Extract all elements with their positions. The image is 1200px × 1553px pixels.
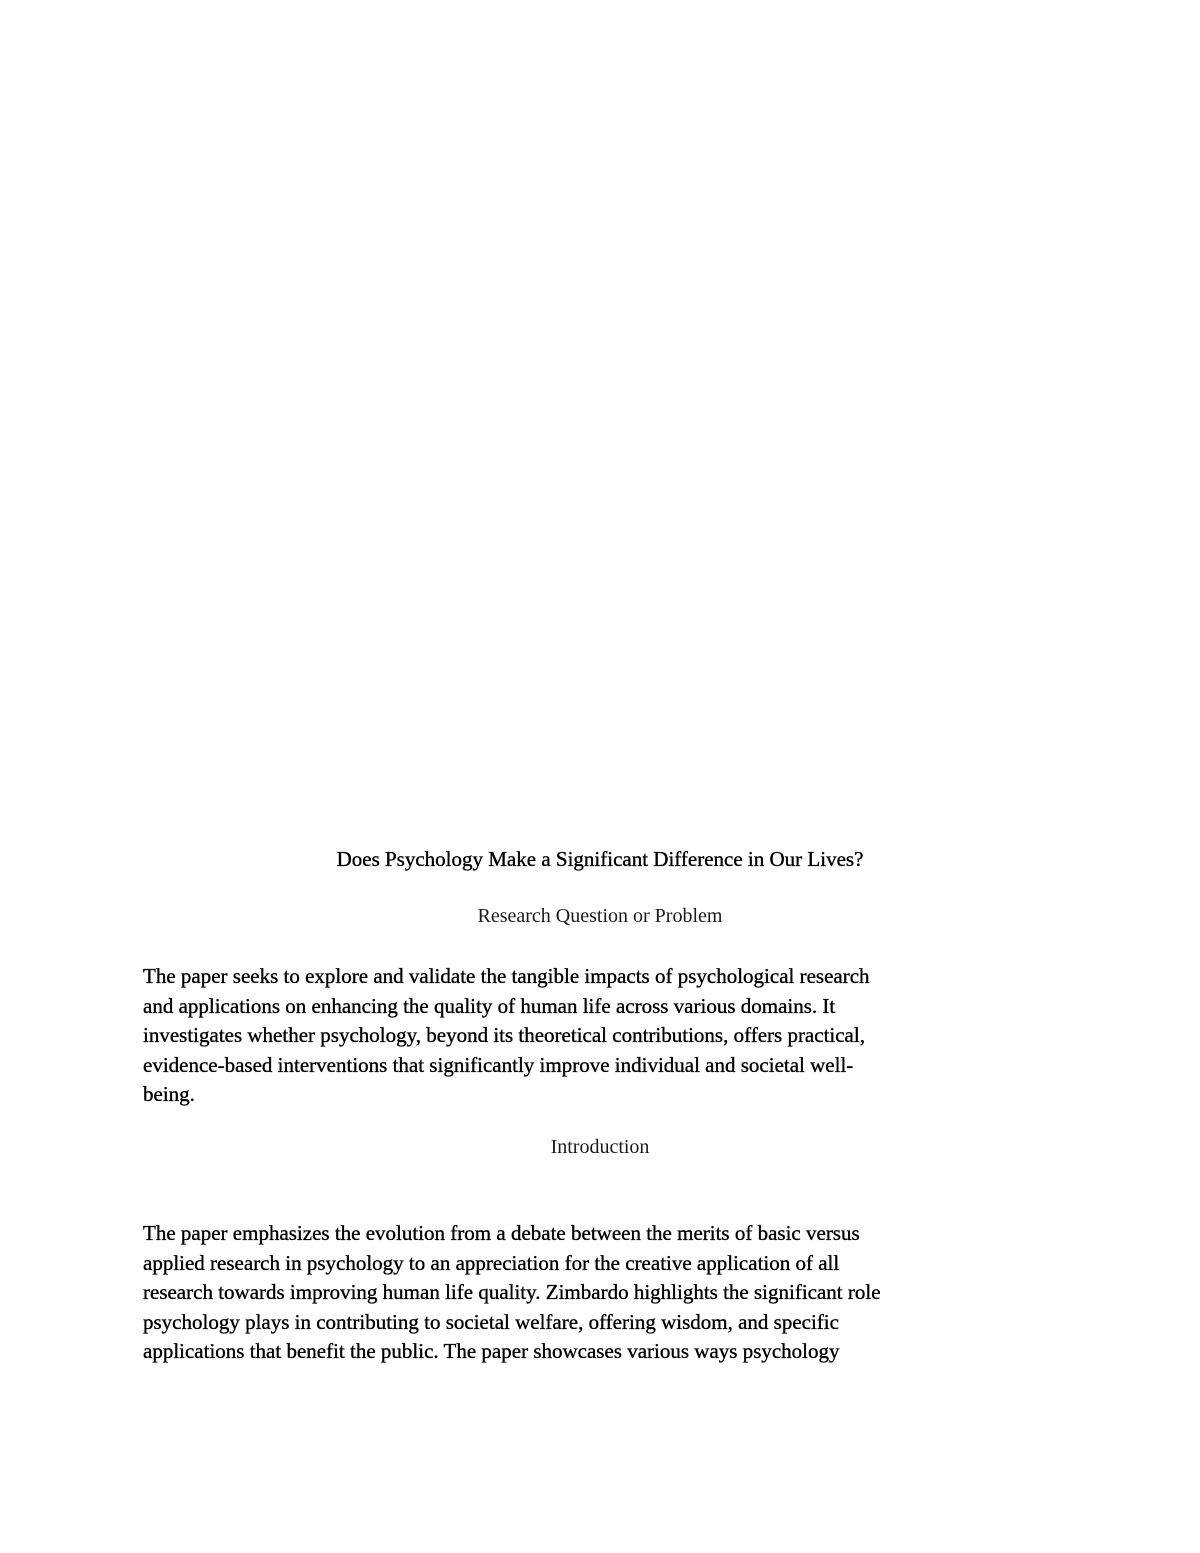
paragraph-line: applied research in psychology to an appreciation for the creative application of all	[143, 1250, 840, 1275]
paragraph-introduction	[143, 1219, 1063, 1367]
section-heading-introduction: Introduction	[550, 1136, 650, 1158]
paragraph-line: The paper seeks to explore and validate the tangible impacts of psychological research	[143, 964, 870, 988]
paragraph-line: and applications on enhancing the quality of human life across various domains. It	[143, 993, 836, 1018]
paragraph-research-question	[143, 962, 1063, 1110]
paragraph-line: evidence-based interventions that significantly improve individual and societal well-	[143, 1052, 854, 1077]
paragraph-line: psychology plays in contributing to societal welfare, offering wisdom, and specific	[143, 1309, 839, 1334]
document-title: Does Psychology Make a Significant Difference in Our Lives?	[336, 847, 864, 871]
paragraph-line: investigates whether psychology, beyond its theoretical contributions, offers practical,	[143, 1023, 865, 1047]
paragraph-line: research towards improving human life quality. Zimbardo highlights the significant role	[143, 1280, 881, 1304]
paragraph-line: being.	[143, 1082, 195, 1106]
paragraph-line: applications that benefit the public. The paper showcases various ways psychology	[143, 1339, 840, 1363]
section-heading-research-question: Research Question or Problem	[477, 905, 723, 927]
paragraph-line: The paper emphasizes the evolution from a debate between the merits of basic versus	[143, 1221, 860, 1245]
